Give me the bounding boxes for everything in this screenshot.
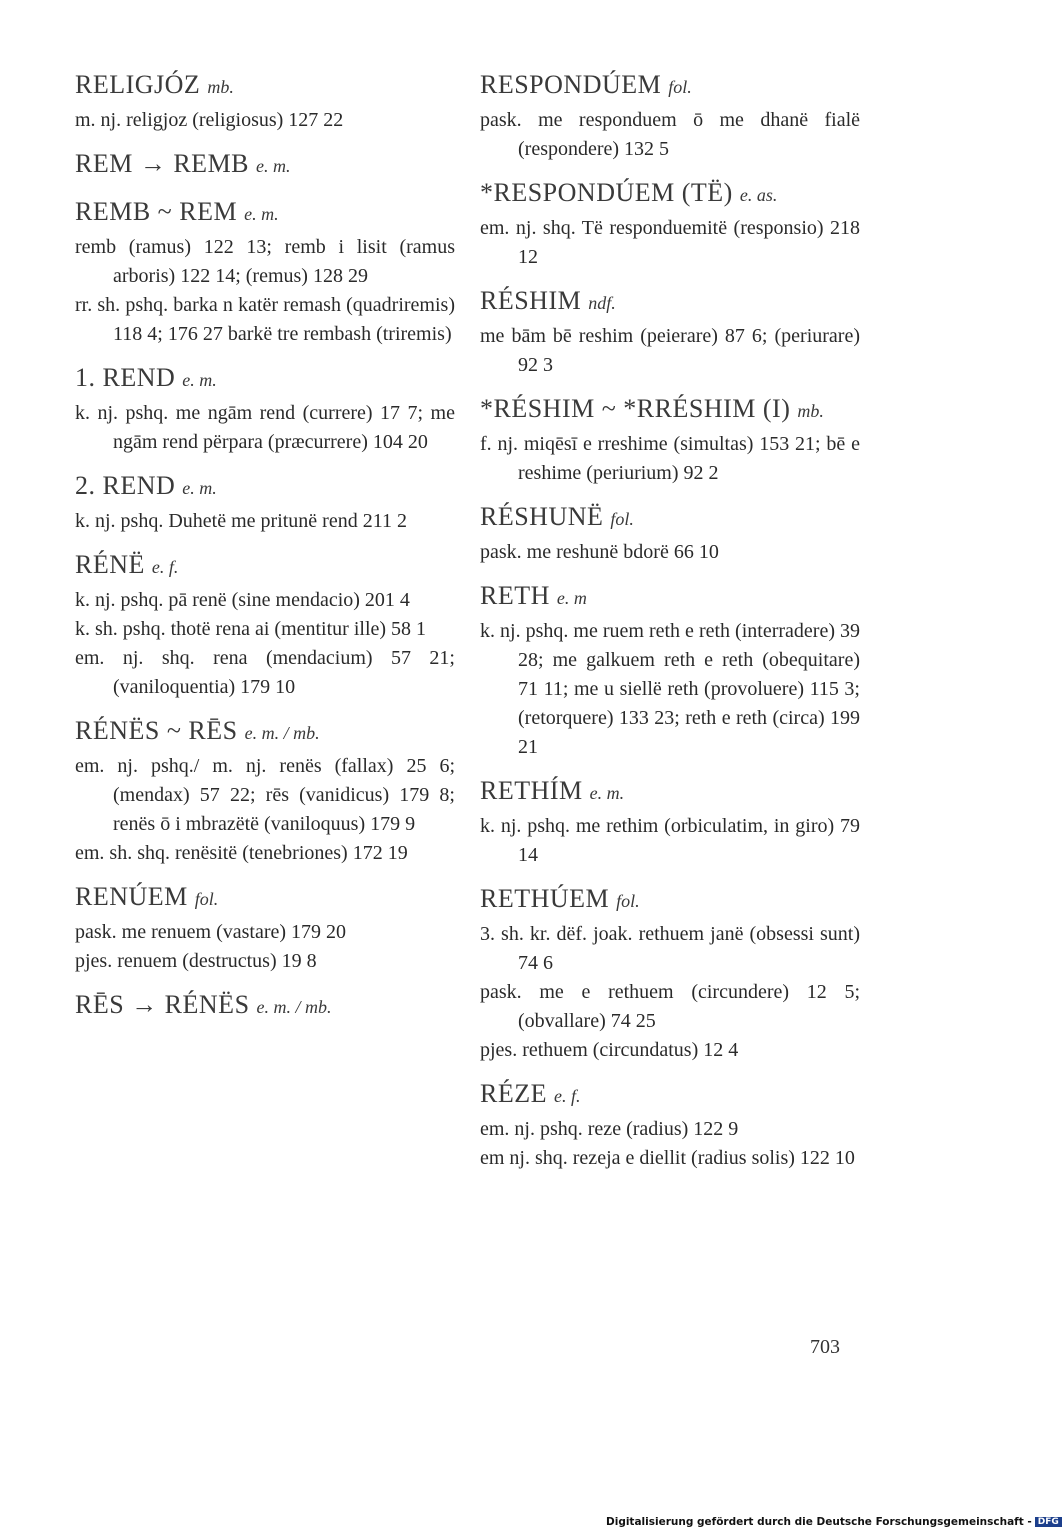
grammar-label: ndf. [588,293,616,313]
grammar-label: e. as. [739,185,778,205]
dictionary-entry [480,392,860,488]
entry-definition: k. nj. pshq. Duhetë me pritunë rend 211 2 [75,510,407,532]
entry-definition: f. nj. miqēsī e rreshime (simultas) 153 21; bē e reshime (periurium) 92 2 [480,433,860,484]
entry-headword [480,882,860,918]
entry-definition: me bām bē reshim (peierare) 87 6; (periurare) 92 3 [480,325,860,376]
headword-text: *RESPONDÚEM (TË) [480,178,733,207]
entry-definition: pask. me reshunë bdorë 66 10 [480,541,719,563]
headword-text: 1. REND [75,363,176,392]
grammar-label: e. m. / mb. [244,723,320,743]
grammar-label: e. m. / mb. [256,997,332,1017]
entry-headword [480,392,860,428]
grammar-label: e. m. [589,783,625,803]
headword-text: 2. REND [75,471,176,500]
headword-text: RETHÍM [480,776,583,805]
entry-definition: k. nj. pshq. me ngām rend (currere) 17 7; me ngām rend përpara (præcurrere) 104 20 [75,402,455,453]
dictionary-entry [480,1077,860,1173]
dictionary-entry [75,469,455,536]
entry-headword [480,68,860,104]
headword-text: RÉNË [75,550,145,579]
headword-text: RÉZE [480,1079,547,1108]
entry-headword [480,579,860,615]
entry-definition: pjes. rethuem (circundatus) 12 4 [480,1039,739,1061]
headword-text: REM → REMB [75,149,250,178]
dictionary-entry [480,882,860,1065]
entry-definition: pask. me responduem ō me dhanë fialë (respondere) 132 5 [480,109,860,160]
dictionary-entry [75,195,455,349]
entry-definition: em. nj. shq. rena (mendacium) 57 21; (vaniloquentia) 179 10 [75,647,455,698]
dictionary-entry [480,284,860,380]
entry-definition: m. nj. religjoz (religiosus) 127 22 [75,109,344,131]
headword-text: RETH [480,581,550,610]
dictionary-entry [75,880,455,976]
headword-text: REMB ~ REM [75,197,238,226]
entry-headword [480,284,860,320]
entry-definition: em nj. shq. rezeja e diellit (radius solis) 122 10 [480,1147,855,1169]
entry-headword [480,176,860,212]
entry-definition: em. sh. shq. renësitë (tenebriones) 172 19 [75,842,408,864]
grammar-label: fol. [668,77,692,97]
dictionary-entry [75,714,455,868]
entry-definition: k. nj. pshq. me ruem reth e reth (interradere) 39 28; me galkuem reth e reth (obequitare) 71 11; me u siellë reth (provoluere) 115 3; (retorquere) 133 23; reth e reth (circa) 199 21 [480,620,860,758]
dictionary-entry [75,68,455,135]
right-column [480,68,860,1185]
footer-credit [606,1516,1062,1528]
entry-definition: pjes. renuem (destructus) 19 8 [75,950,317,972]
headword-text: RENÚEM [75,882,188,911]
headword-text: RÉSHUNË [480,502,604,531]
entry-headword [75,147,455,183]
entry-definition: pask. me renuem (vastare) 179 20 [75,921,347,943]
entry-headword [75,195,455,231]
entry-headword [480,1077,860,1113]
dfg-logo-icon: DFG [1035,1517,1062,1527]
headword-text: RÉNËS ~ RĒS [75,716,238,745]
grammar-label: e. f. [554,1086,581,1106]
dictionary-entry [75,361,455,457]
entry-headword [480,500,860,536]
dictionary-entry [480,774,860,870]
headword-text: RÉSHIM [480,286,582,315]
dictionary-entry [480,68,860,164]
headword-text: RETHÚEM [480,884,610,913]
left-column [75,68,455,1036]
entry-definition: k. nj. pshq. pā renë (sine mendacio) 201 4 [75,589,410,611]
grammar-label: e. m. [182,370,217,390]
entry-headword [75,548,455,584]
grammar-label: fol. [616,891,640,911]
entry-definition: 3. sh. kr. dëf. joak. rethuem janë (obsessi sunt) 74 6 [480,923,860,974]
grammar-label: fol. [194,889,219,909]
dictionary-entry [75,147,455,183]
entry-headword [75,880,455,916]
grammar-label: e. m [556,588,587,608]
grammar-label: e. f. [151,557,179,577]
entry-definition: pask. me e rethuem (circundere) 12 5; (obvallare) 74 25 [480,981,860,1032]
entry-definition: em. nj. pshq./ m. nj. renës (fallax) 25 6; (mendax) 57 22; rēs (vanidicus) 179 8; renës ō i mbrazëtë (vaniloquus) 179 9 [75,755,455,835]
entry-definition: k. nj. pshq. me rethim (orbiculatim, in giro) 79 14 [480,815,860,866]
grammar-label: mb. [207,77,234,97]
page-number: 703 [810,1336,840,1358]
headword-text: *RÉSHIM ~ *RRÉSHIM (I) [480,394,791,423]
grammar-label: mb. [797,401,824,421]
entry-headword [75,361,455,397]
grammar-label: fol. [610,509,634,529]
entry-headword [75,988,455,1024]
grammar-label: e. m. [182,478,217,498]
headword-text: RESPONDÚEM [480,70,662,99]
grammar-label: e. m. [244,204,279,224]
dictionary-entry [480,176,860,272]
dictionary-entry [75,988,455,1024]
entry-definition: remb (ramus) 122 13; remb i lisit (ramus arboris) 122 14; (remus) 128 29 [75,236,455,287]
entry-headword [75,469,455,505]
headword-text: RELIGJÓZ [75,70,201,99]
footer-text: Digitalisierung gefördert durch die Deutsche Forschungsgemeinschaft - [606,1516,1032,1528]
entry-headword [75,68,455,104]
grammar-label: e. m. [256,156,291,176]
entry-headword [75,714,455,750]
dictionary-entry [75,548,455,702]
dictionary-entry [480,500,860,567]
entry-definition: rr. sh. pshq. barka n katër remash (quadriremis) 118 4; 176 27 barkë tre rembash (triremis) [75,294,455,345]
entry-definition: em. nj. shq. Të responduemitë (responsio) 218 12 [480,217,860,268]
headword-text: RĒS → RÉNËS [75,990,250,1019]
entry-definition: k. sh. pshq. thotë rena ai (mentitur ille) 58 1 [75,618,427,640]
entry-headword [480,774,860,810]
entry-definition: em. nj. pshq. reze (radius) 122 9 [480,1118,739,1140]
dictionary-entry [480,579,860,762]
